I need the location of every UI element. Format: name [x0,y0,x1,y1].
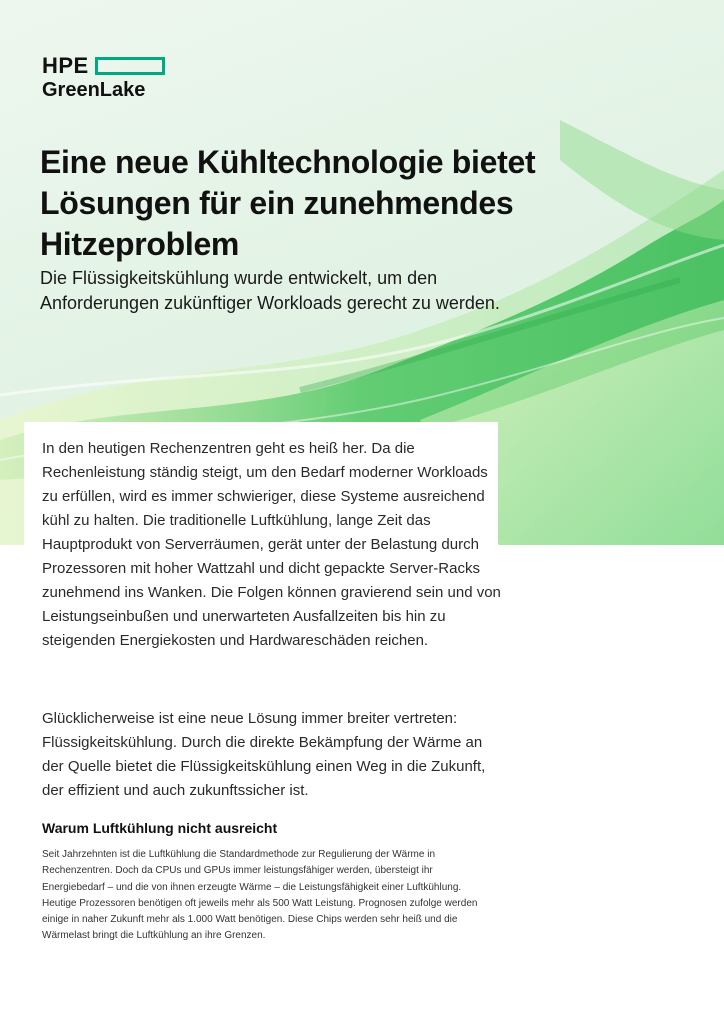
page-subtitle: Die Flüssigkeitskühlung wurde entwickelt, um den Anforderungen zukünftiger Workloads gerecht zu werden. [40,268,500,313]
logo-hpe-text: HPE [42,53,89,78]
intro-paragraph: In den heutigen Rechenzentren geht es heiß her. Da die Rechenleistung ständig steigt, um den Bedarf moderner Workloads zu erfüllen, wird es immer schwieriger, diese Systeme ausreichend kühl zu halten. Die traditionelle Luftkühlung, lange Zeit das Hauptprodukt von Serverräumen, gerät unter der Belastung durch Prozessoren mit hoher Wattzahl und dicht gepackte Server-Racks zunehmend ins Wanken. Die Folgen können gravierend sein und von Leistungseinbußen und unerwarteten Ausfallzeiten bis hin zu steigenden Energiekosten und Hardwareschäden reichen. [42,440,501,649]
hpe-greenlake-logo [42,53,165,101]
section-heading: Warum Luftkühlung nicht ausreicht [42,820,278,836]
section-text: Seit Jahrzehnten ist die Luftkühlung die Standardmethode zur Regulierung der Wärme in Rechenzentren. Doch da CPUs und GPUs immer leistungsfähiger werden, übersteigt ihr Energiebedarf – und die von ihnen erzeugte Wärme – die Leistungsfähigkeit einer Luftkühlung. Heutige Prozessoren benötigen oft jeweils mehr als 500 Watt Leistung. Prognosen zufolge werden einige in naher Zukunft mehr als 1.000 Watt benötigen. Diese Chips werden sehr heiß und die Wärmelast bringt die Luftkühlung an ihre Grenzen. [42,849,478,942]
logo-greenlake-text: GreenLake [42,79,146,101]
logo-green-rectangle [95,57,165,75]
page-title: Eine neue Kühltechnologie bietet Lösungen für ein zunehmendes Hitzeproblem [40,144,536,262]
second-paragraph: Glücklicherweise ist eine neue Lösung immer breiter vertreten: Flüssigkeitskühlung. Durch die direkte Bekämpfung der Wärme an der Quelle bietet die Flüssigkeitskühlung einen Weg in die Zukunft, der effizient und auch zukunftssicher ist. [42,710,486,799]
